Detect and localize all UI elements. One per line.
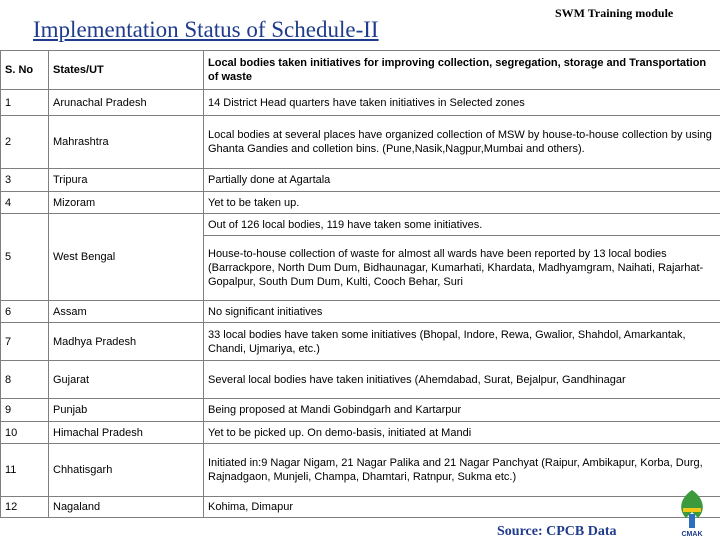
row-desc: House-to-house collection of waste for almost all wards have been reported by 13 local bodies (Barrackpore, North Dum Dum, Bidhaunagar, Kumarhati, Khardata, Madhyamgram, Naihati, Rajarhat-Gopalpur, South Dum Dum, Kulti, Cooch Behar, Suri xyxy=(204,236,720,301)
table-row xyxy=(1,169,720,192)
row-desc: Kohima, Dimapur xyxy=(204,497,720,518)
row-state: Madhya Pradesh xyxy=(49,323,204,361)
page-title: Implementation Status of Schedule-II xyxy=(33,17,379,43)
table-row xyxy=(1,361,720,399)
row-desc: Initiated in:9 Nagar Nigam, 21 Nagar Palika and 21 Nagar Panchyat (Raipur, Ambikapur, Korba, Durg, Rajnadgaon, Munjeli, Champa, Dhamtari, Ratnpur, Sukma etc.) xyxy=(204,444,720,497)
row-sno: 8 xyxy=(1,361,49,399)
row-desc: Yet to be taken up. xyxy=(204,192,720,214)
row-desc: No significant initiatives xyxy=(204,301,720,323)
logo-text: CMAK xyxy=(682,531,703,538)
row-desc: 14 District Head quarters have taken initiatives in Selected zones xyxy=(204,90,720,116)
row-desc: 33 local bodies have taken some initiatives (Bhopal, Indore, Rewa, Gwalior, Shahdol, Amarkantak, Chandi, Ujmariya, etc.) xyxy=(204,323,720,361)
table-header-row xyxy=(1,51,720,90)
green-leaf-logo-icon xyxy=(672,486,712,540)
source-note: Source: CPCB Data xyxy=(497,524,617,540)
row-state: Arunachal Pradesh xyxy=(49,90,204,116)
table-row xyxy=(1,116,720,169)
table-row xyxy=(1,399,720,422)
row-sno: 7 xyxy=(1,323,49,361)
row-sno: 4 xyxy=(1,192,49,214)
row-state: Chhatisgarh xyxy=(49,444,204,497)
row-desc: Yet to be picked up. On demo-basis, initiated at Mandi xyxy=(204,422,720,444)
header-sno: S. No xyxy=(1,51,49,90)
table-row xyxy=(1,497,720,518)
row-state: Gujarat xyxy=(49,361,204,399)
row-state: Tripura xyxy=(49,169,204,192)
header-note: SWM Training module xyxy=(555,6,673,21)
row-sno: 6 xyxy=(1,301,49,323)
row-desc: Partially done at Agartala xyxy=(204,169,720,192)
status-table xyxy=(0,50,720,518)
table-row xyxy=(1,323,720,361)
row-desc: Several local bodies have taken initiatives (Ahemdabad, Surat, Bejalpur, Gandhinagar xyxy=(204,361,720,399)
row-sno: 10 xyxy=(1,422,49,444)
row-sno: 11 xyxy=(1,444,49,497)
row-desc: Local bodies at several places have organized collection of MSW by house-to-house collection by using Ghanta Gandies and colletion bins. (Pune,Nasik,Nagpur,Mumbai and others). xyxy=(204,116,720,169)
row-sno: 5 xyxy=(1,214,49,301)
header-state: States/UT xyxy=(49,51,204,90)
row-sno: 9 xyxy=(1,399,49,422)
row-state: Mahrashtra xyxy=(49,116,204,169)
table-row xyxy=(1,422,720,444)
table-row xyxy=(1,192,720,214)
row-state: Punjab xyxy=(49,399,204,422)
table-row xyxy=(1,90,720,116)
row-state: Assam xyxy=(49,301,204,323)
row-sno: 2 xyxy=(1,116,49,169)
table-row xyxy=(1,301,720,323)
row-sno: 3 xyxy=(1,169,49,192)
row-sno: 12 xyxy=(1,497,49,518)
table-row xyxy=(1,214,720,236)
row-sno: 1 xyxy=(1,90,49,116)
row-desc: Being proposed at Mandi Gobindgarh and Kartarpur xyxy=(204,399,720,422)
row-state: Nagaland xyxy=(49,497,204,518)
row-state: West Bengal xyxy=(49,214,204,301)
row-state: Himachal Pradesh xyxy=(49,422,204,444)
row-note: Out of 126 local bodies, 119 have taken some initiatives. xyxy=(204,214,720,236)
row-state: Mizoram xyxy=(49,192,204,214)
table-row xyxy=(1,444,720,497)
header-initiatives: Local bodies taken initiatives for improving collection, segregation, storage and Transportation of waste xyxy=(204,51,720,90)
